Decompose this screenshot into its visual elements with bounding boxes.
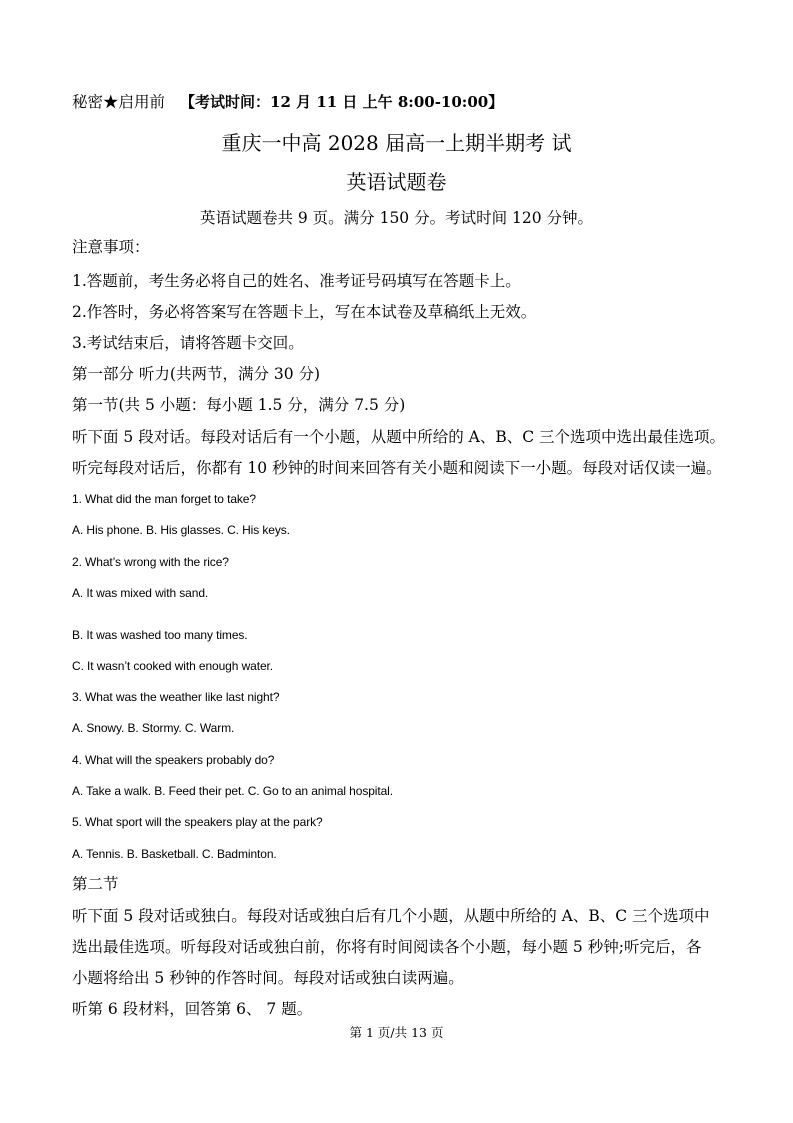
- confidential-label: 秘密★启用前: [72, 93, 166, 111]
- section1-heading: 第一节(共 5 小题：每小题 1.5 分，满分 7.5 分): [72, 396, 406, 414]
- question-4: 4. What will the speakers probably do?: [72, 753, 275, 767]
- question-2-option-b: B. It was washed too many times.: [72, 628, 248, 642]
- question-2-option-a: A. It was mixed with sand.: [72, 586, 209, 600]
- page-number: 第 1 页/共 13 页: [349, 1025, 444, 1040]
- question-2: 2. What’s wrong with the rice?: [72, 555, 229, 569]
- note-item-1: 1.答题前，考生务必将自己的姓名、准考证号码填写在答题卡上。: [72, 272, 521, 290]
- question-1-options: A. His phone. B. His glasses. C. His keys.: [72, 523, 290, 537]
- notes-heading: 注意事项：: [72, 238, 150, 256]
- paper-title: 英语试题卷: [346, 170, 447, 194]
- section2-instruction-2: 选出最佳选项。听每段对话或独白前，你将有时间阅读各个小题，每小题 5 秒钟;听完后，各: [72, 938, 702, 956]
- question-5: 5. What sport will the speakers play at the park?: [72, 815, 323, 829]
- section1-instruction-1: 听下面 5 段对话。每段对话后有一个小题，从题中所给的 A、B、C 三个选项中选出最佳选项。: [72, 428, 726, 446]
- question-1: 1. What did the man forget to take?: [72, 492, 256, 506]
- part1-heading: 第一部分 听力(共两节，满分 30 分): [72, 365, 321, 383]
- question-2-option-c: C. It wasn’t cooked with enough water.: [72, 659, 273, 673]
- question-3-options: A. Snowy. B. Stormy. C. Warm.: [72, 721, 235, 735]
- question-3: 3. What was the weather like last night?: [72, 690, 280, 704]
- section1-instruction-2: 听完每段对话后，你都有 10 秒钟的时间来回答有关小题和阅读下一小题。每段对话仅读一遍。: [72, 459, 722, 477]
- note-item-3: 3.考试结束后，请将答题卡交回。: [72, 334, 304, 352]
- section2-instruction-3: 小题将给出 5 秒钟的作答时间。每段对话或独白读两遍。: [72, 969, 464, 987]
- exam-title: 重庆一中高 2028 届高一上期半期考 试: [221, 131, 572, 155]
- section2-heading: 第二节: [72, 875, 119, 893]
- exam-time: 【考试时间：12 月 11 日 上午 8:00-10:00】: [180, 93, 504, 111]
- note-item-2: 2.作答时，务必将答案写在答题卡上，写在本试卷及草稿纸上无效。: [72, 303, 537, 321]
- question-5-options: A. Tennis. B. Basketball. C. Badminton.: [72, 847, 277, 861]
- paper-subtitle: 英语试题卷共 9 页。满分 150 分。考试时间 120 分钟。: [199, 209, 594, 227]
- material-6-instruction: 听第 6 段材料，回答第 6、 7 题。: [72, 1000, 313, 1018]
- section2-instruction-1: 听下面 5 段对话或独白。每段对话或独白后有几个小题，从题中所给的 A、B、C 三个选项中: [72, 907, 710, 925]
- question-4-options: A. Take a walk. B. Feed their pet. C. Go to an animal hospital.: [72, 784, 393, 798]
